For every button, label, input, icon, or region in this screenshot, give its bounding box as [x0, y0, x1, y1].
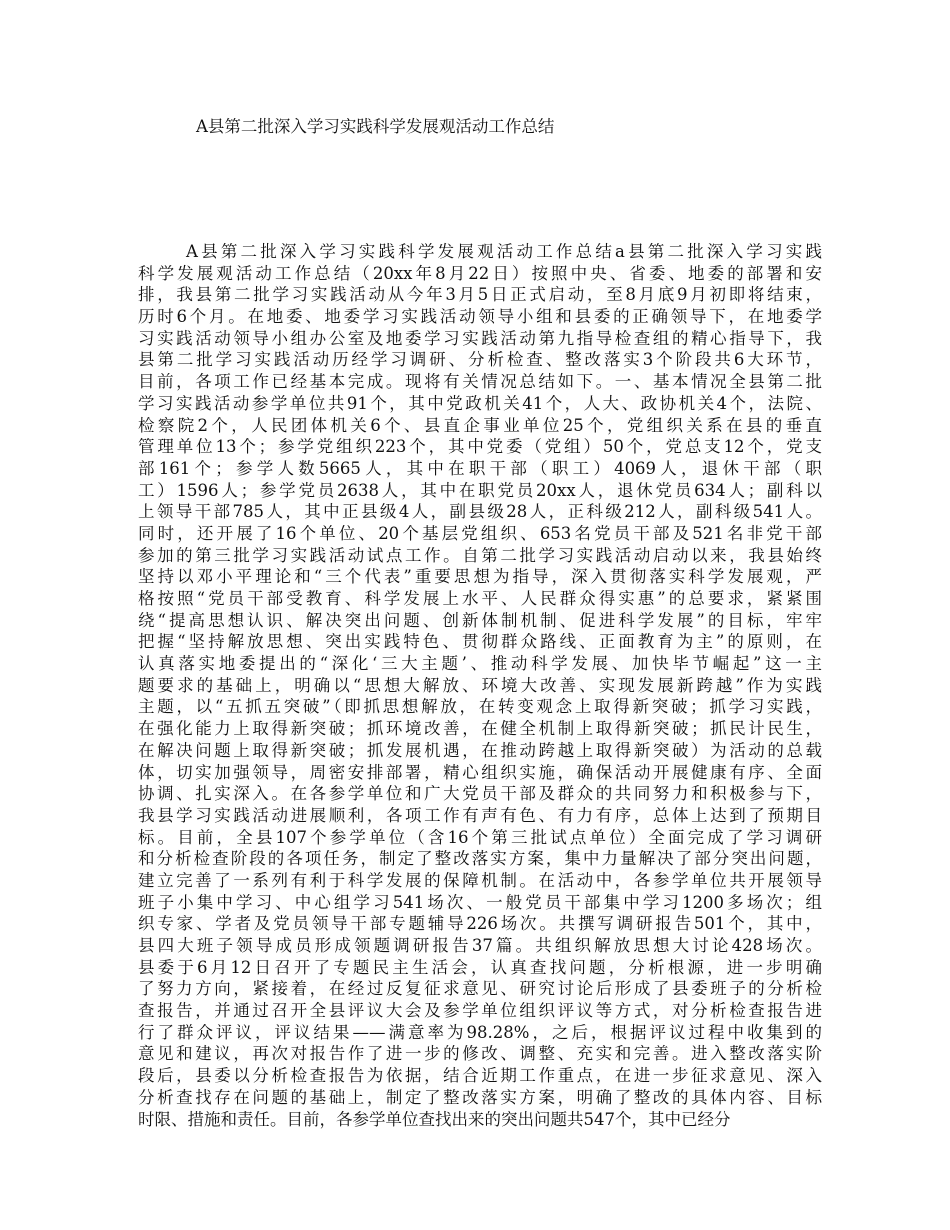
body-line: 主题，以“五抓五突破”（即抓思想解放，在转变观念上取得新突破；抓学习实践， [138, 697, 822, 717]
body-line: 段后，县委以分析检查报告为依据，结合近期工作重点，在进一步征求意见、深入 [138, 1066, 822, 1086]
body-line: 协调、扎实深入。在各参学单位和广大党员干部及群众的共同努力和积极参与下， [138, 784, 822, 804]
body-line: 在强化能力上取得新突破；抓环境改善，在健全机制上取得新突破；抓民计民生， [138, 719, 822, 739]
body-line: 我县学习实践活动进展顺利，各项工作有声有色、有力有序，总体上达到了预期目 [138, 805, 822, 825]
body-line: 查报告，并通过召开全县评议大会及参学单位组织评议等方式，对分析检查报告进 [138, 1001, 822, 1021]
body-line: 上领导干部785人，其中正县级4人，副县级28人，正科级212人，副科级541人。 [138, 502, 822, 522]
body-line: 行了群众评议，评议结果——满意率为98.28%，之后，根据评议过程中收集到的 [138, 1022, 822, 1042]
body-line: 意见和建议，再次对报告作了进一步的修改、调整、充实和完善。进入整改落实阶 [138, 1044, 822, 1064]
body-line: 体，切实加强领导，周密安排部署，精心组织实施，确保活动开展健康有序、全面 [138, 762, 822, 782]
body-line: 工）1596人；参学党员2638人，其中在职党员20xx人，退休党员634人；副科以 [138, 480, 822, 500]
body-line: 认真落实地委提出的“深化‘三大主题’、推动科学发展、加快毕节崛起”这一主 [138, 654, 822, 674]
body-line: 管理单位13个；参学党组织223个，其中党委（党组）50个，党总支12个，党支 [138, 437, 822, 457]
body-line: 县委于6月12日召开了专题民主生活会，认真查找问题，分析根源，进一步明确 [138, 957, 822, 977]
body-line: 织专家、学者及党员领导干部专题辅导226场次。共撰写调研报告501个，其中， [138, 914, 822, 934]
body-line: 部161个；参学人数5665人，其中在职干部（职工）4069人，退休干部（职 [138, 458, 822, 478]
document-title: A县第二批深入学习实践科学发展观活动工作总结 [196, 117, 555, 136]
body-line: 目前，各项工作已经基本完成。现将有关情况总结如下。一、基本情况全县第二批 [138, 372, 822, 392]
body-line: A县第二批深入学习实践科学发展观活动工作总结a县第二批深入学习实践 [186, 242, 822, 261]
body-line: 时限、措施和责任。目前，各参学单位查找出来的突出问题共547个，其中已经分 [138, 1109, 731, 1129]
body-line: 同时，还开展了16个单位、20个基层党组织、653名党员干部及521名非党干部 [138, 523, 822, 543]
body-line: 绕“提高思想认识、解决突出问题、创新体制机制、促进科学发展”的目标，牢牢 [138, 610, 822, 630]
body-line: 排，我县第二批学习实践活动从今年3月5日正式启动，至8月底9月初即将结束， [138, 285, 822, 305]
document-body [138, 241, 822, 1130]
body-line: 分析查找存在问题的基础上，制定了整改落实方案，明确了整改的具体内容、目标 [138, 1087, 822, 1107]
body-line: 把握“坚持解放思想、突出实践特色、贯彻群众路线、正面教育为主”的原则，在 [138, 632, 822, 652]
body-line: 参加的第三批学习实践活动试点工作。自第二批学习实践活动启动以来，我县始终 [138, 545, 822, 565]
body-line: 格按照“党员干部受教育、科学发展上水平、人民群众得实惠”的总要求，紧紧围 [138, 589, 822, 608]
body-line: 了努力方向，紧接着，在经过反复征求意见、研究讨论后形成了县委班子的分析检 [138, 979, 822, 999]
body-line: 和分析检查阶段的各项任务，制定了整改落实方案，集中力量解决了部分突出问题， [138, 849, 822, 869]
body-line: 班子小集中学习、中心组学习541场次、一般党员干部集中学习1200多场次；组 [138, 892, 822, 912]
body-line: 科学发展观活动工作总结（20xx年8月22日）按照中央、省委、地委的部署和安 [138, 263, 822, 283]
body-line: 学习实践活动参学单位共91个，其中党政机关41个，人大、政协机关4个，法院、 [138, 393, 822, 413]
body-line: 县第二批学习实践活动历经学习调研、分析检查、整改落实3个阶段共6大环节， [138, 350, 822, 370]
body-line: 建立完善了一系列有利于科学发展的保障机制。在活动中，各参学单位共开展领导 [138, 870, 822, 890]
body-line: 在解决问题上取得新突破；抓发展机遇，在推动跨越上取得新突破）为活动的总载 [138, 740, 822, 760]
body-line: 标。目前，全县107个参学单位（含16个第三批试点单位）全面完成了学习调研 [138, 827, 822, 847]
body-line: 县四大班子领导成员形成领题调研报告37篇。共组织解放思想大讨论428场次。 [138, 936, 822, 955]
body-line: 检察院2个，人民团体机关6个、县直企事业单位25个，党组织关系在县的垂直 [138, 415, 822, 435]
body-line: 坚持以邓小平理论和“三个代表”重要思想为指导，深入贯彻落实科学发展观，严 [138, 567, 822, 587]
body-line: 习实践活动领导小组办公室及地委学习实践活动第九指导检查组的精心指导下，我 [138, 328, 822, 348]
body-line: 历时6个月。在地委、地委学习实践活动领导小组和县委的正确领导下，在地委学 [138, 307, 822, 327]
body-line: 题要求的基础上，明确以“思想大解放、环境大改善、实现发展新跨越”作为实践 [138, 675, 822, 695]
